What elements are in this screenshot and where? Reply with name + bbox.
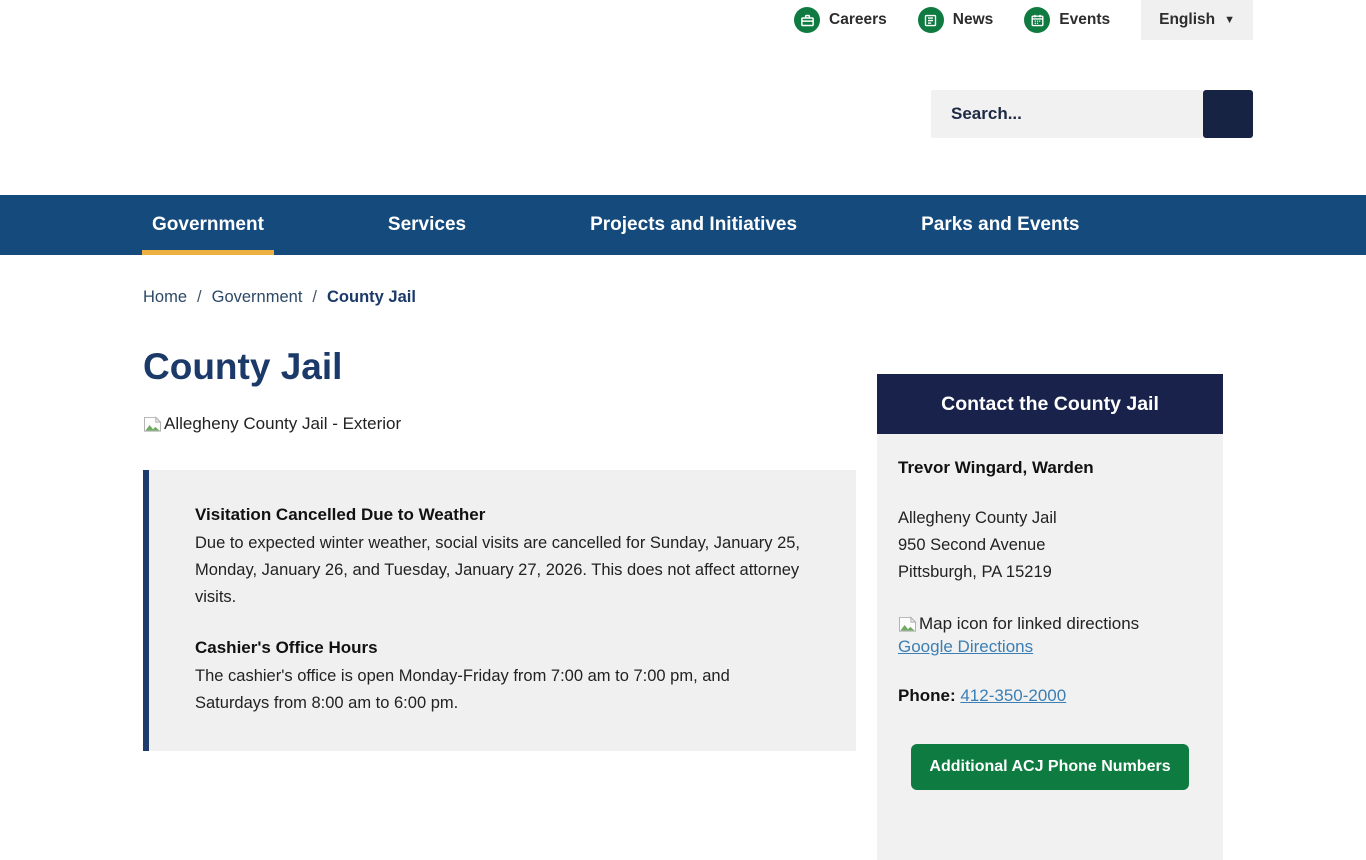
search-submit-button[interactable] <box>1203 90 1253 138</box>
language-selector[interactable] <box>1141 0 1253 40</box>
breadcrumb-separator: / <box>312 288 317 306</box>
address-line: 950 Second Avenue <box>898 536 1046 554</box>
contact-panel-title: Contact the County Jail <box>877 374 1223 434</box>
phone-row <box>898 686 1202 706</box>
broken-image-icon <box>143 416 162 433</box>
contact-panel-body <box>877 434 1223 860</box>
breadcrumb-government[interactable]: Government <box>211 288 303 306</box>
breadcrumb-home[interactable]: Home <box>143 288 188 306</box>
language-label: English <box>1159 11 1216 28</box>
hero-image-alt-text: Allegheny County Jail - Exterior <box>164 414 402 433</box>
careers-link[interactable] <box>794 7 887 33</box>
alert-section <box>195 505 806 611</box>
site-search <box>931 90 1253 138</box>
broken-image-icon <box>898 616 917 633</box>
nav-item-projects-and-initiatives[interactable]: Projects and Initiatives <box>590 214 798 235</box>
alert-heading: Visitation Cancelled Due to Weather <box>195 505 486 524</box>
hero-image-broken <box>143 414 401 434</box>
breadcrumb-current: County Jail <box>327 288 416 306</box>
alert-section <box>195 638 806 717</box>
map-image-broken <box>898 614 1202 634</box>
google-directions-link[interactable]: Google Directions <box>898 637 1034 656</box>
alert-heading: Cashier's Office Hours <box>195 638 378 657</box>
contact-name: Trevor Wingard, Warden <box>898 458 1094 477</box>
page-title: County Jail <box>143 346 343 387</box>
alert-body: Due to expected winter weather, social visits are cancelled for Sunday, January 25, Monday, January 26, and Tuesday, January 27, 2026. This does not affect attorney visits. <box>195 534 801 606</box>
contact-address <box>898 505 1202 586</box>
events-label: Events <box>1059 11 1111 28</box>
address-line: Allegheny County Jail <box>898 509 1057 527</box>
briefcase-icon <box>794 7 820 33</box>
alert-body: The cashier's office is open Monday-Friday from 7:00 am to 7:00 pm, and Saturdays from 8:00 am to 6:00 pm. <box>195 667 730 712</box>
contact-panel <box>877 374 1223 860</box>
news-icon <box>918 7 944 33</box>
nav-item-services[interactable]: Services <box>387 214 467 235</box>
breadcrumb <box>143 288 416 307</box>
breadcrumb-separator: / <box>197 288 202 306</box>
phone-number-link[interactable]: 412-350-2000 <box>960 686 1067 705</box>
nav-item-parks-and-events[interactable]: Parks and Events <box>921 214 1080 235</box>
phone-label: Phone: <box>898 686 956 705</box>
alert-box <box>143 470 856 751</box>
address-line: Pittsburgh, PA 15219 <box>898 563 1052 581</box>
news-link[interactable] <box>918 7 994 33</box>
map-image-alt-text: Map icon for linked directions <box>919 614 1140 633</box>
additional-phone-numbers-button[interactable]: Additional ACJ Phone Numbers <box>911 744 1189 790</box>
chevron-down-icon: ▼ <box>1224 14 1235 26</box>
primary-nav <box>0 195 1366 255</box>
events-link[interactable] <box>1024 7 1110 33</box>
news-label: News <box>952 11 994 28</box>
calendar-icon <box>1024 7 1050 33</box>
search-input[interactable] <box>931 90 1203 138</box>
utility-bar <box>0 0 1253 40</box>
nav-item-government[interactable]: Government <box>142 195 274 255</box>
careers-label: Careers <box>829 11 887 28</box>
